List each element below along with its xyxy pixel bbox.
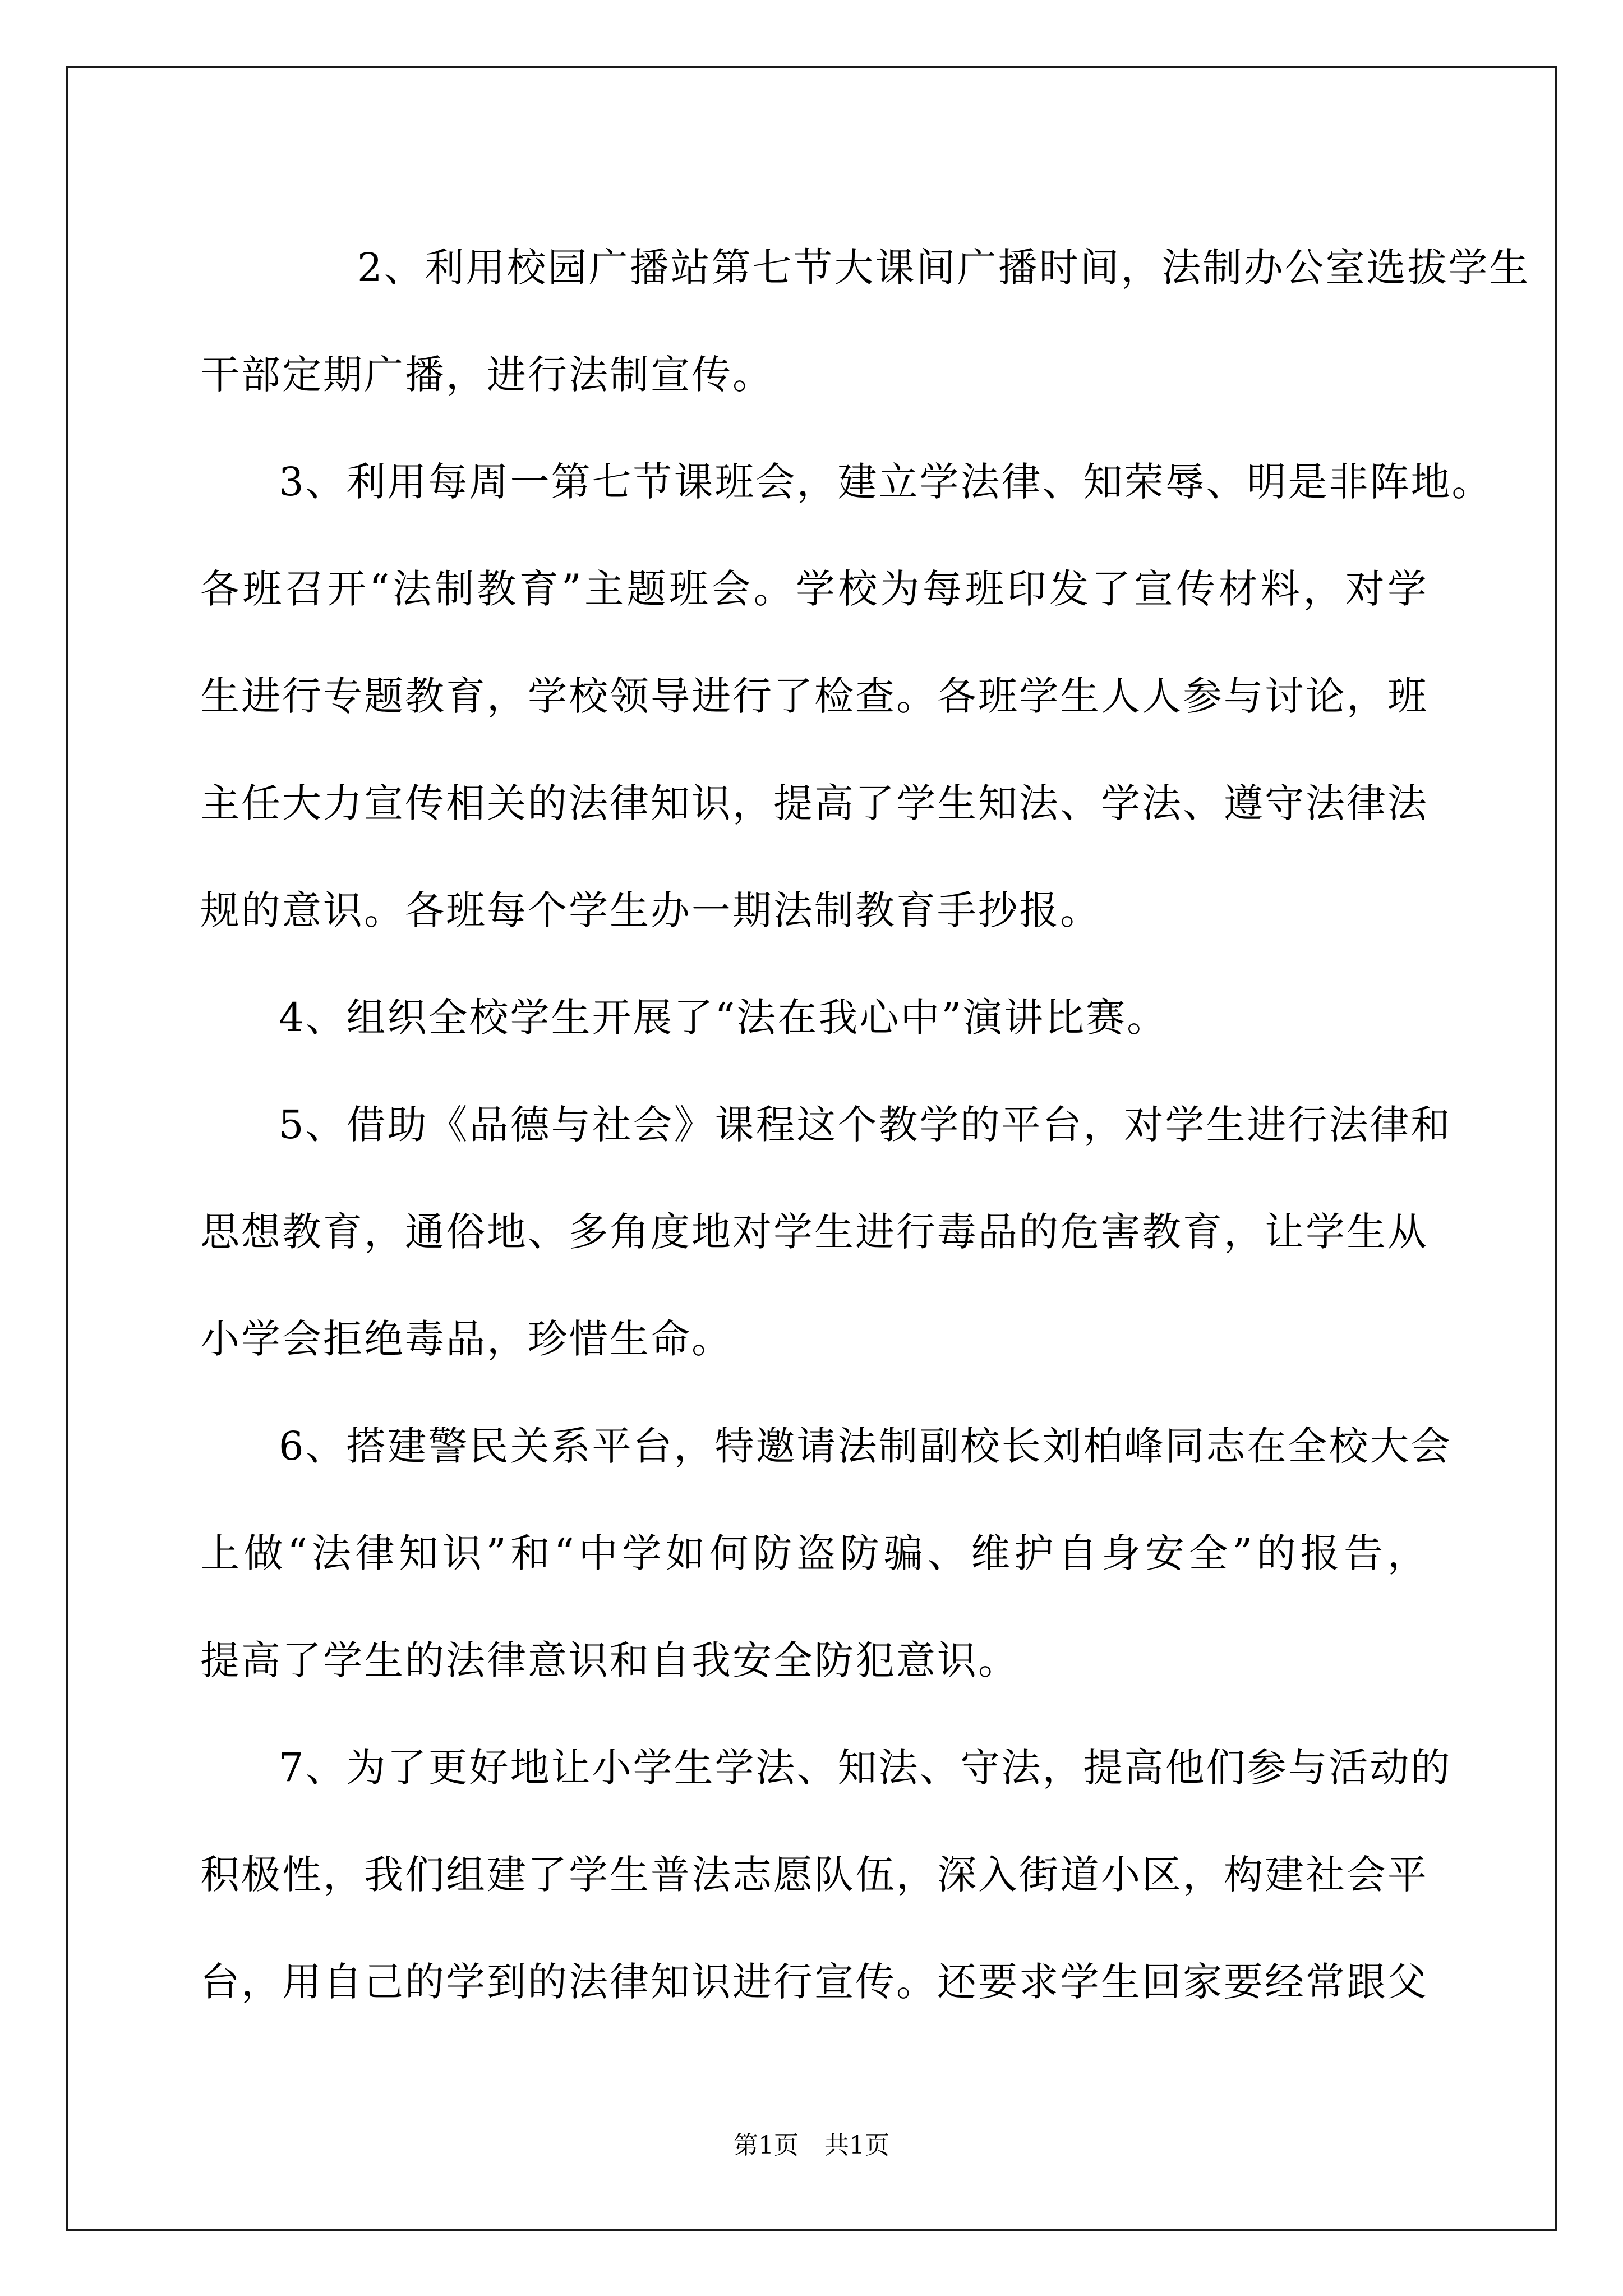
paragraph-6 xyxy=(200,1393,1452,1714)
text-line: 小学会拒绝毒品，珍惜生命。 xyxy=(200,1316,732,1362)
paragraph-7 xyxy=(200,1714,1452,2036)
text-line: 提高了学生的法律意识和自我安全防犯意识。 xyxy=(200,1637,1019,1683)
page-count: 共1页 xyxy=(824,2131,889,2160)
document-body xyxy=(200,214,1530,2036)
text-line: 生进行专题教育，学校领导进行了检查。各班学生人人参与讨论，班 xyxy=(200,673,1428,719)
text-line: 3、利用每周一第七节课班会，建立学法律、知荣辱、明是非阵地。 xyxy=(279,459,1493,505)
paragraph-4 xyxy=(200,964,1428,1071)
text-line: 4、组织全校学生开展了“法在我心中”演讲比赛。 xyxy=(279,995,1168,1041)
paragraph-2 xyxy=(200,214,1530,429)
text-line: 各班召开“法制教育”主题班会。学校为每班印发了宣传材料，对学 xyxy=(200,566,1428,612)
text-line: 思想教育，通俗地、多角度地对学生进行毒品的危害教育，让学生从 xyxy=(200,1209,1428,1255)
text-line: 6、搭建警民关系平台，特邀请法制副校长刘柏峰同志在全校大会 xyxy=(279,1423,1452,1469)
text-line: 2、利用校园广播站第七节大课间广播时间，法制办公室选拔学生 xyxy=(357,245,1530,291)
text-line: 规的意识。各班每个学生办一期法制教育手抄报。 xyxy=(200,887,1101,933)
text-line: 积极性，我们组建了学生普法志愿队伍，深入街道小区，构建社会平 xyxy=(200,1852,1428,1898)
paragraph-3 xyxy=(200,429,1493,964)
text-line: 上做“法律知识”和“中学如何防盗防骗、维护自身安全”的报告， xyxy=(200,1530,1428,1576)
paragraph-5 xyxy=(200,1071,1452,1393)
text-line: 干部定期广播，进行法制宣传。 xyxy=(200,352,773,398)
text-line: 主任大力宣传相关的法律知识，提高了学生知法、学法、遵守法律法 xyxy=(200,780,1428,826)
text-line: 7、为了更好地让小学生学法、知法、守法，提高他们参与活动的 xyxy=(279,1745,1452,1791)
text-line: 5、借助《品德与社会》课程这个教学的平台，对学生进行法律和 xyxy=(279,1102,1452,1148)
page-footer xyxy=(0,2129,1623,2162)
page-number: 第1页 xyxy=(734,2131,799,2160)
text-line: 台，用自己的学到的法律知识进行宣传。还要求学生回家要经常跟父 xyxy=(200,1959,1428,2005)
